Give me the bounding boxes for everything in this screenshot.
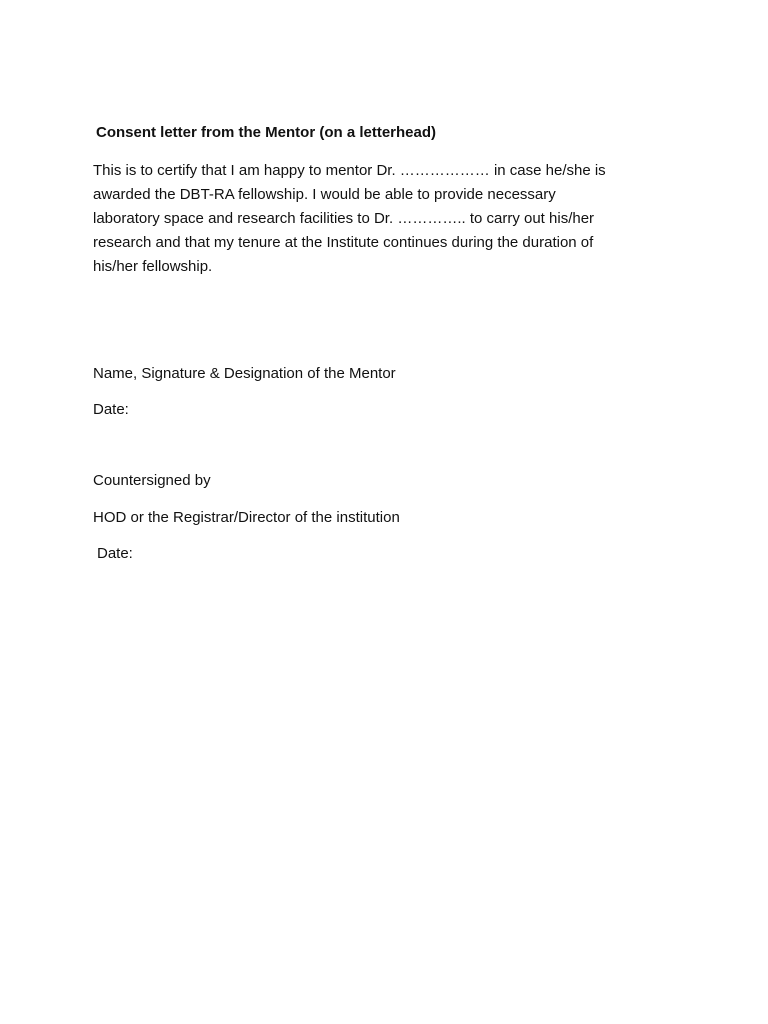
paragraph-line: laboratory space and research facilities to Dr. ………….. to carry out his/her — [93, 210, 595, 227]
paragraph-line: awarded the DBT-RA fellowship. I would be able to provide necessary — [93, 186, 556, 203]
paragraph-line: his/her fellowship. — [93, 258, 213, 275]
paragraph-line: research and that my tenure at the Institute continues during the duration of — [93, 234, 594, 251]
paragraph-line: This is to certify that I am happy to mentor Dr. ……………… in case he/she is — [93, 162, 606, 179]
hod-label: HOD or the Registrar/Director of the institution — [93, 509, 400, 526]
letter-heading: Consent letter from the Mentor (on a letterhead) — [96, 124, 437, 141]
mentor-date-label: Date: — [93, 401, 129, 418]
countersigned-label: Countersigned by — [93, 472, 211, 489]
hod-date-label: Date: — [97, 545, 133, 562]
mentor-signature-label: Name, Signature & Designation of the Mentor — [93, 365, 396, 382]
certification-paragraph — [93, 159, 673, 279]
